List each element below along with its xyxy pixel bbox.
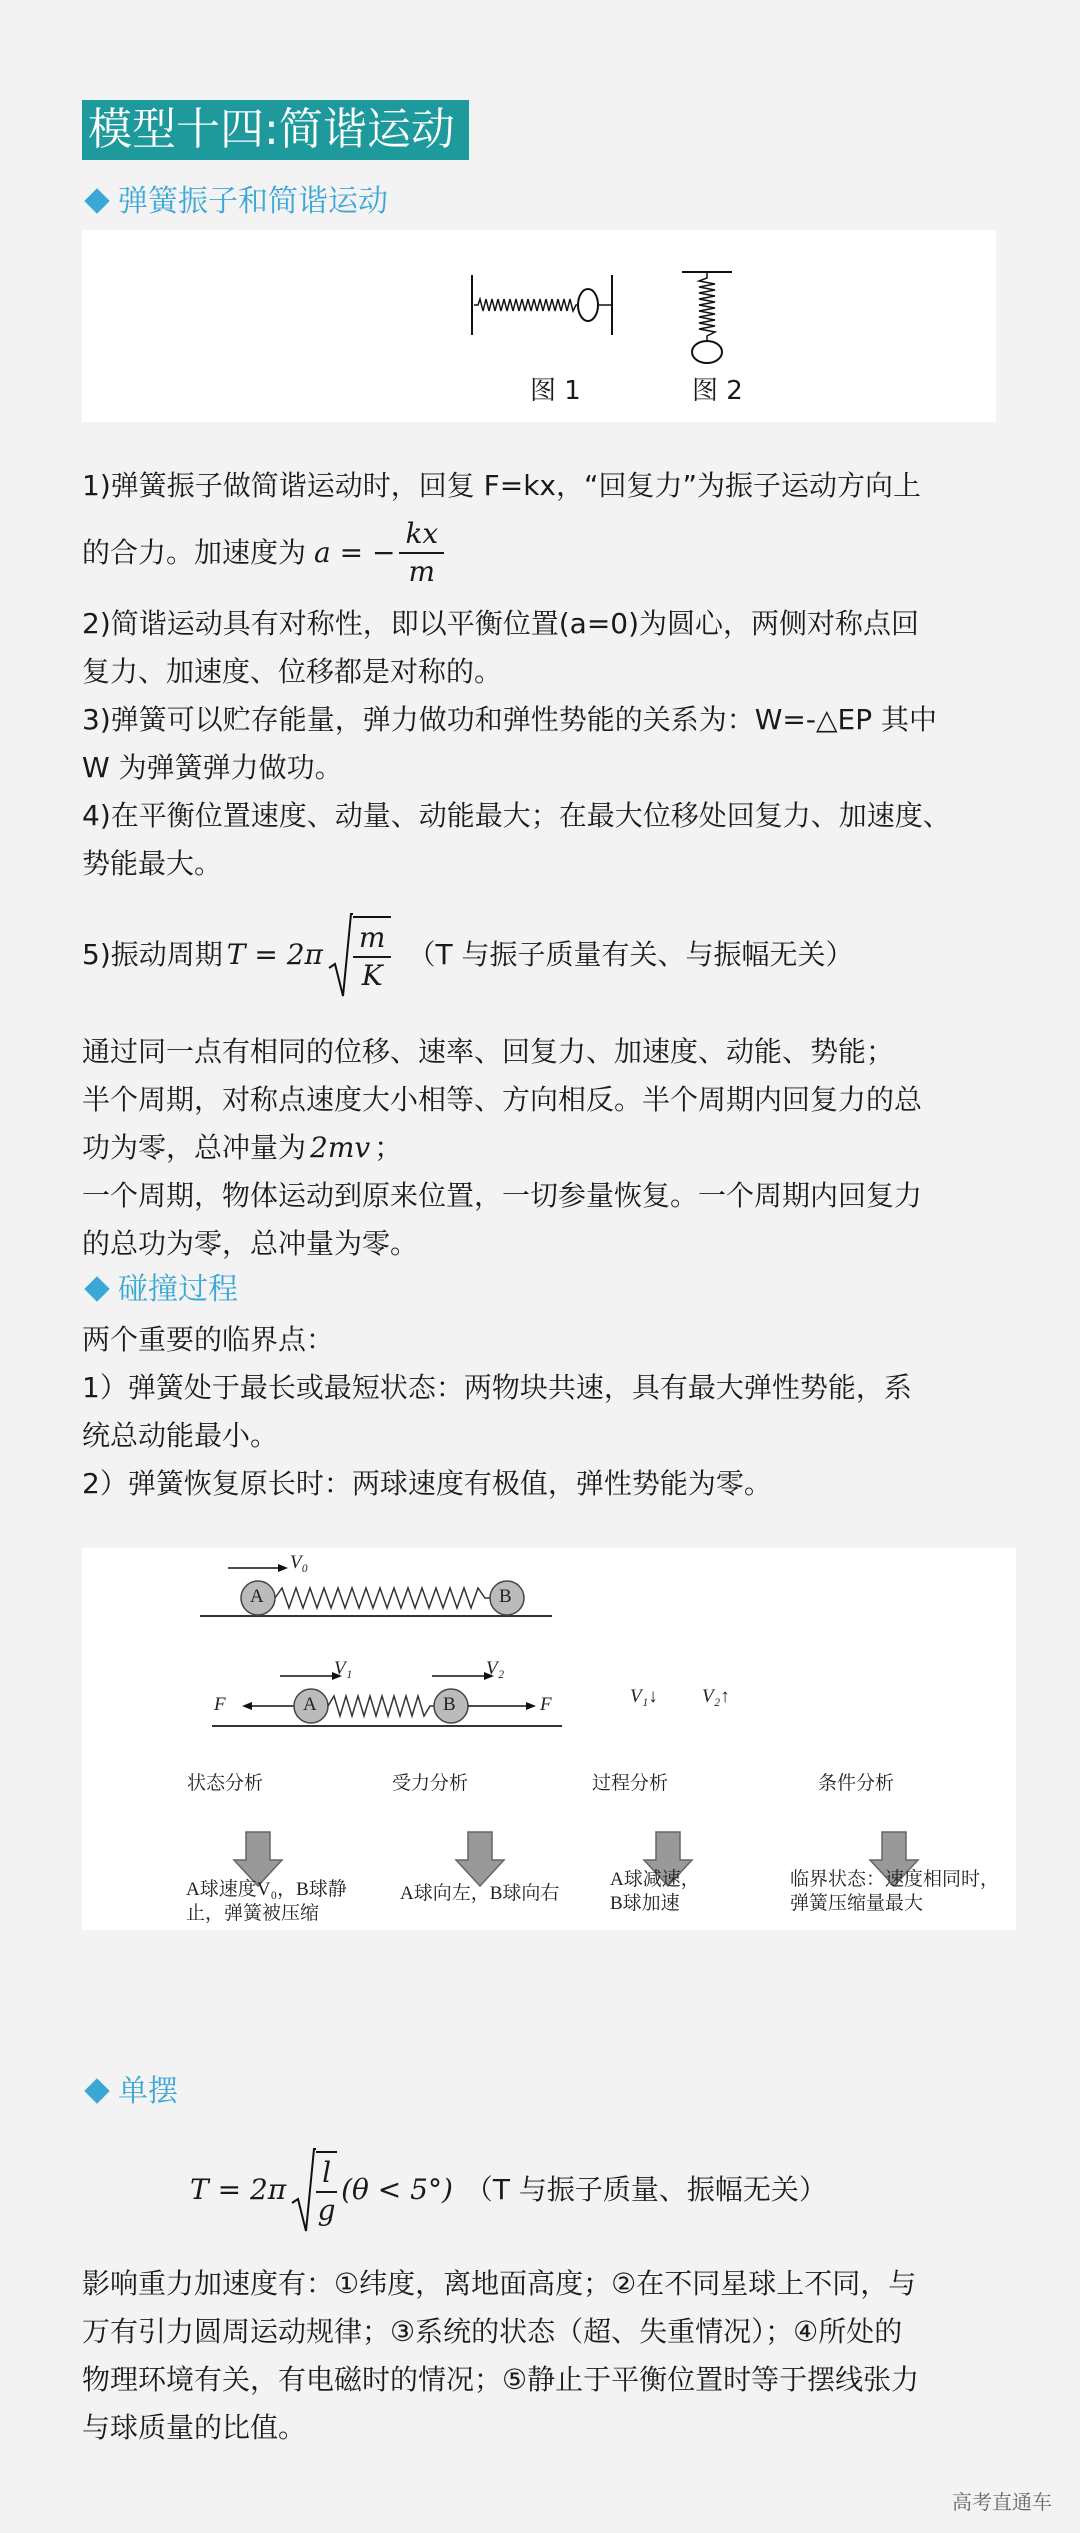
side-v2-label: V₂↑ <box>702 1686 730 1707</box>
pendulum-numerator: l <box>316 2155 337 2193</box>
pendulum-note: （T 与振子质量、振幅无关） <box>464 2173 827 2206</box>
diamond-bullet-icon <box>84 188 109 213</box>
condition-line-1: 临界状态：速度相同时， <box>790 1869 1000 1890</box>
ball-b-label-bottom: B <box>443 1694 456 1715</box>
section-heading-spring <box>82 182 388 222</box>
pendulum-formula <box>190 2140 827 2240</box>
force-analysis-text: A球向左，B球向右 <box>400 1883 560 1904</box>
paragraph-q2: 半个周期，对称点速度大小相等、方向相反。半个周期内回复力的总 <box>82 1083 923 1116</box>
paragraph-2b: 复力、加速度、位移都是对称的。 <box>82 655 503 688</box>
paragraph-2a: 2)简谐运动具有对称性，即以平衡位置(a=0)为圆心，两侧对称点回 <box>82 607 920 640</box>
watermark: 高考直通车 <box>952 2490 1052 2514</box>
figure-1-label: 图 1 <box>530 376 581 406</box>
ball-b-label-top: B <box>499 1586 512 1607</box>
pendulum-formula-lhs: T = 2π <box>190 2173 287 2206</box>
process-line-1: A球减速， <box>610 1869 700 1890</box>
header-condition-analysis: 条件分析 <box>818 1773 895 1794</box>
process-line-2: B球加速 <box>610 1893 680 1914</box>
paragraph-4a: 4)在平衡位置速度、动量、动能最大；在最大位移处回复力、加速度、 <box>82 799 951 832</box>
period-denominator: K <box>361 959 383 992</box>
force-left-label: F <box>214 1694 226 1715</box>
section-heading-collision <box>82 1270 238 1310</box>
velocity-v0-label: V₀ <box>290 1552 309 1573</box>
period-formula-lhs: T = 2π <box>226 938 323 971</box>
collision-line-3: 统总动能最小。 <box>82 1419 279 1452</box>
accel-fraction <box>399 516 444 590</box>
section-pendulum-label: 单摆 <box>118 2074 178 2109</box>
paragraph-q4: 一个周期，物体运动到原来位置，一切参量恢复。一个周期内回复力 <box>82 1179 923 1212</box>
paragraph-4b: 势能最大。 <box>82 847 223 880</box>
section-heading-pendulum <box>82 2072 178 2112</box>
header-state-analysis: 状态分析 <box>187 1773 264 1794</box>
header-force-analysis: 受力分析 <box>392 1773 469 1794</box>
sqrt-sign-icon <box>327 910 353 1000</box>
figure-spring-oscillators <box>82 230 996 422</box>
paragraph-q3-text: 功为零，总冲量为 <box>82 1131 307 1164</box>
period-note: （T 与振子质量有关、与振幅无关） <box>407 938 854 971</box>
gravity-line-3: 物理环境有关，有电磁时的情况；⑤静止于平衡位置时等于摆线张力 <box>82 2363 920 2396</box>
velocity-v2-label: V₂ <box>486 1658 505 1679</box>
paragraph-1b <box>82 508 448 598</box>
accel-numerator: kx <box>399 516 444 554</box>
condition-line-2: 弹簧压缩量最大 <box>790 1893 924 1914</box>
force-right-label: F <box>540 1694 552 1715</box>
collision-line-2: 1）弹簧处于最长或最短状态：两物块共速，具有最大弹性势能，系 <box>82 1371 912 1404</box>
gravity-line-4: 与球质量的比值。 <box>82 2411 307 2444</box>
section-collision-label: 碰撞过程 <box>118 1272 238 1307</box>
paragraph-5-text: 5)振动周期 <box>82 938 223 971</box>
paragraph-3a: 3)弹簧可以贮存能量，弹力做功和弹性势能的关系为：W=-△EP 其中 <box>82 703 938 736</box>
ball-a-label-bottom: A <box>303 1694 317 1715</box>
gravity-line-2: 万有引力圆周运动规律；③系统的状态（超、失重情况）；④所处的 <box>82 2315 903 2348</box>
state-line-1: A球速度V₀，B球静 <box>186 1879 347 1900</box>
paragraph-q3-end: ； <box>374 1131 403 1164</box>
impulse-math: 2mv <box>310 1131 371 1164</box>
paragraph-q1: 通过同一点有相同的位移、速率、回复力、加速度、动能、势能； <box>82 1035 895 1068</box>
pendulum-denominator: g <box>317 2194 336 2227</box>
paragraph-q5: 的总功为零，总冲量为零。 <box>82 1227 419 1260</box>
accel-formula-lhs: a = − <box>314 536 396 569</box>
accel-denominator: m <box>408 555 436 588</box>
section-spring-label: 弹簧振子和简谐运动 <box>118 184 388 219</box>
paragraph-1b-text: 的合力。加速度为 <box>82 536 307 569</box>
paragraph-q3 <box>82 1124 402 1172</box>
period-fraction <box>353 916 392 994</box>
diamond-bullet-icon <box>84 1276 109 1301</box>
paragraph-3b: W 为弹簧弹力做功。 <box>82 751 343 784</box>
collision-line-4: 2）弹簧恢复原长时：两球速度有极值，弹性势能为零。 <box>82 1467 772 1500</box>
state-line-2: 止，弹簧被压缩 <box>186 1903 320 1924</box>
header-process-analysis: 过程分析 <box>592 1773 669 1794</box>
state-analysis-text <box>186 1878 347 1926</box>
side-v1-label: V₁↓ <box>630 1686 658 1707</box>
velocity-v1-label: V₁ <box>334 1658 353 1679</box>
gravity-line-1: 影响重力加速度有：①纬度，离地面高度；②在不同星球上不同，与 <box>82 2267 917 2300</box>
page-title: 模型十四:简谐运动 <box>82 100 469 160</box>
period-numerator: m <box>353 920 392 958</box>
figure-collision-analysis <box>82 1548 1016 1930</box>
condition-analysis-text <box>790 1868 999 1916</box>
sqrt-sign-icon <box>290 2145 316 2235</box>
paragraph-5 <box>82 905 853 1005</box>
figure-2-label: 图 2 <box>692 376 743 406</box>
pendulum-fraction <box>316 2151 337 2229</box>
ball-a-label-top: A <box>250 1586 264 1607</box>
diamond-bullet-icon <box>84 2078 109 2103</box>
pendulum-condition: (θ < 5°) <box>341 2173 453 2206</box>
process-analysis-text <box>610 1868 700 1916</box>
paragraph-1a: 1)弹簧振子做简谐运动时，回复 F=kx，“回复力”为振子运动方向上 <box>82 469 922 502</box>
collision-line-1: 两个重要的临界点： <box>82 1323 335 1356</box>
